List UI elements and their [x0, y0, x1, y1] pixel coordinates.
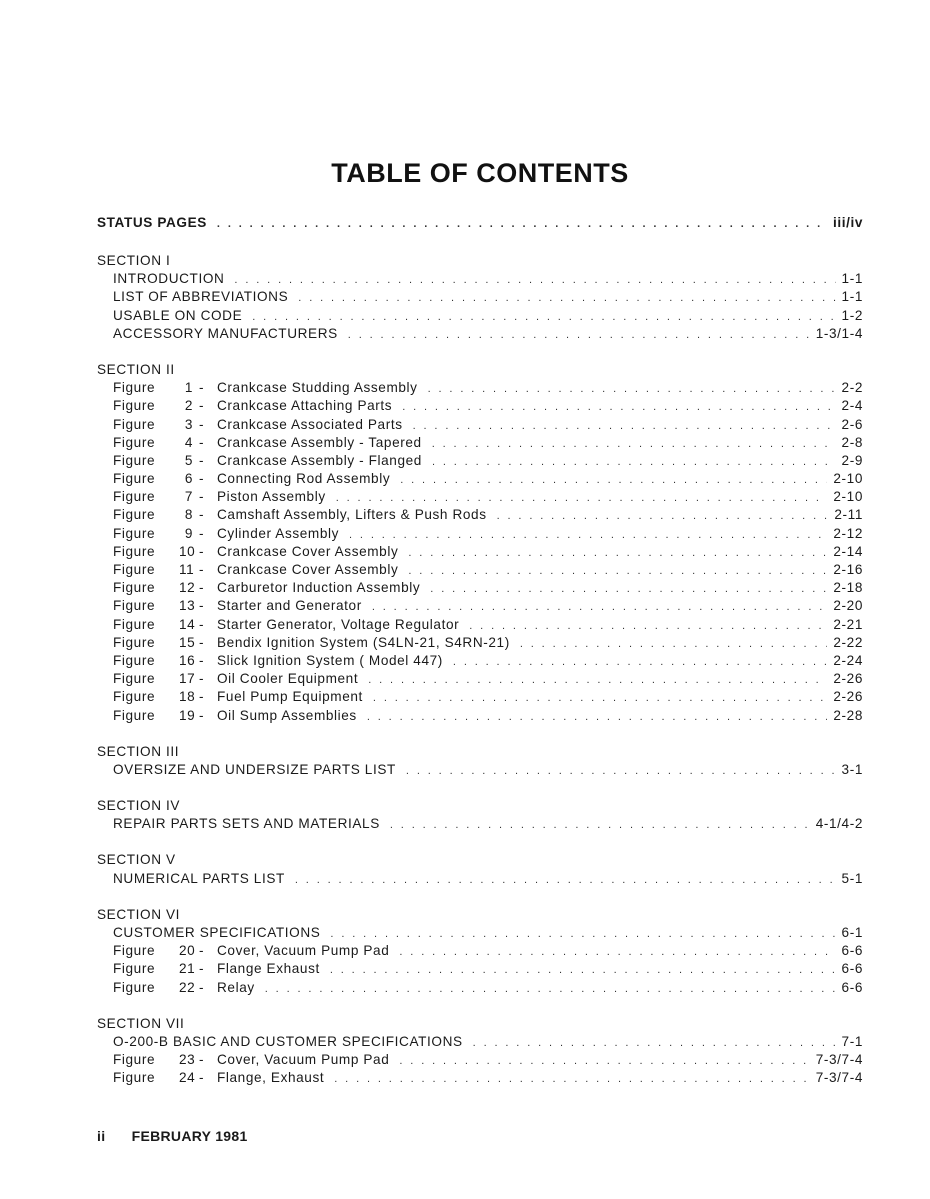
section-spacer — [97, 888, 863, 906]
toc-entry-page: 6-6 — [841, 943, 863, 959]
figure-number: 13 — [179, 598, 196, 614]
figure-word — [113, 525, 179, 543]
toc-figure-entry[interactable] — [97, 561, 863, 579]
toc-figure-entry[interactable] — [97, 688, 863, 706]
figure-word — [113, 1069, 179, 1087]
figure-word — [113, 670, 179, 688]
toc-entry-page: 2-20 — [833, 598, 863, 614]
dot-leader — [497, 507, 829, 525]
section-heading: SECTION III — [97, 743, 180, 759]
toc-entry-page: 1-2 — [841, 307, 863, 323]
separator-dash: - — [199, 580, 205, 596]
figure-word — [113, 960, 179, 978]
dot-leader — [265, 980, 836, 998]
separator-dash: - — [199, 416, 205, 432]
separator-dash: - — [199, 961, 205, 977]
figure-number: 11 — [179, 562, 195, 577]
dot-leader — [413, 417, 836, 435]
section-heading: SECTION II — [97, 361, 175, 377]
dot-leader — [453, 653, 827, 671]
toc-entry-page: 2-14 — [833, 543, 863, 559]
page-title: TABLE OF CONTENTS — [331, 158, 629, 188]
figure-label: Figure — [113, 471, 156, 487]
toc-entry-page: 2-6 — [841, 416, 863, 432]
figure-number: 20 — [179, 943, 196, 959]
figure-label: Figure — [113, 562, 156, 577]
section-heading: SECTION I — [97, 253, 171, 268]
toc-entry-label: Cover, Vacuum Pump Pad — [217, 1052, 390, 1068]
dot-leader — [295, 871, 836, 889]
toc-figure-entry[interactable] — [97, 670, 863, 688]
separator-dash: - — [199, 598, 205, 614]
dot-leader — [406, 762, 836, 780]
toc-entry-label: Starter Generator, Voltage Regulator — [217, 616, 460, 632]
toc-figure-entry[interactable] — [97, 543, 863, 561]
figure-word — [113, 561, 179, 579]
figure-word — [113, 979, 179, 997]
dot-leader — [330, 961, 836, 979]
figure-number: 2 — [184, 398, 193, 414]
section-heading: SECTION VII — [97, 1015, 185, 1031]
toc-entry[interactable] — [97, 325, 863, 343]
figure-number: 10 — [179, 543, 196, 559]
figure-number: 5 — [184, 452, 193, 468]
toc-entry-page: 2-26 — [833, 671, 863, 687]
toc-entry-label: Camshaft Assembly, Lifters & Push Rods — [217, 507, 487, 523]
figure-number: 4 — [184, 434, 193, 450]
separator-dash: - — [199, 525, 205, 541]
figure-word — [113, 470, 179, 488]
dot-leader — [400, 471, 827, 489]
section-heading: SECTION IV — [97, 798, 181, 814]
toc-entry-label: OVERSIZE AND UNDERSIZE PARTS LIST — [113, 761, 396, 777]
separator-dash: - — [199, 434, 205, 450]
figure-label: Figure — [113, 380, 156, 396]
toc-entry[interactable] — [97, 870, 863, 888]
toc-figure-entry[interactable] — [97, 652, 863, 670]
figure-label: Figure — [113, 598, 156, 614]
dot-leader — [428, 380, 836, 398]
section-spacer — [97, 833, 863, 851]
figure-number: 17 — [179, 671, 196, 687]
toc-entry-page: 2-10 — [833, 471, 863, 487]
section-spacer — [97, 779, 863, 797]
toc-entry-page: 6-6 — [841, 961, 863, 977]
toc-entry-page: 2-28 — [833, 707, 863, 723]
footer-date: FEBRUARY 1981 — [131, 1128, 248, 1144]
figure-word — [113, 579, 179, 597]
toc-entry[interactable] — [97, 924, 863, 942]
dot-leader — [348, 326, 810, 344]
toc-figure-entry[interactable] — [97, 488, 863, 506]
figure-number: 24 — [179, 1070, 196, 1086]
toc-entry-page: 1-3/1-4 — [815, 325, 863, 341]
toc-entry-label: Relay — [217, 979, 255, 995]
dot-leader — [399, 943, 835, 961]
dot-leader — [330, 925, 835, 943]
separator-dash: - — [199, 671, 205, 687]
toc-figure-entry[interactable] — [97, 707, 863, 725]
toc-entry[interactable] — [97, 288, 863, 306]
toc-entry-label: Flange, Exhaust — [217, 1070, 325, 1086]
dot-leader — [368, 671, 827, 689]
toc-entry-label: Crankcase Studding Assembly — [217, 380, 418, 396]
toc-entry-label: Crankcase Assembly - Flanged — [217, 452, 422, 468]
separator-dash: - — [199, 507, 205, 523]
toc-entry-page: 7-1 — [841, 1033, 863, 1049]
dot-leader — [336, 489, 828, 507]
toc-figure-entry[interactable] — [97, 960, 863, 978]
toc-entry-page: 7-3/7-4 — [815, 1070, 863, 1086]
figure-word — [113, 543, 179, 561]
toc-entry-page: 7-3/7-4 — [815, 1052, 863, 1068]
figure-word — [113, 1051, 179, 1069]
toc-entry-page: 2-16 — [833, 562, 863, 577]
toc-entry-label: Crankcase Cover Assembly — [217, 562, 399, 577]
figure-word — [113, 416, 179, 434]
toc-entry-label: ACCESSORY MANUFACTURERS — [113, 325, 338, 341]
separator-dash: - — [199, 707, 205, 723]
figure-number: 14 — [179, 616, 196, 632]
toc-entry-label: Slick Ignition System ( Model 447) — [217, 652, 443, 668]
toc-figure-entry[interactable] — [97, 597, 863, 615]
toc-entry-label: Cover, Vacuum Pump Pad — [217, 943, 390, 959]
toc-entry-page: 2-26 — [833, 689, 863, 705]
toc-figure-entry[interactable] — [97, 1051, 863, 1069]
figure-label: Figure — [113, 616, 156, 632]
toc-entry[interactable] — [97, 1033, 863, 1051]
figure-word — [113, 616, 179, 634]
section-spacer — [97, 343, 863, 361]
toc-entry-page: 6-6 — [841, 979, 863, 995]
toc-entry-label: Crankcase Attaching Parts — [217, 398, 393, 414]
figure-word — [113, 942, 179, 960]
toc-figure-entry[interactable] — [97, 979, 863, 997]
dot-leader — [252, 308, 835, 326]
figure-label: Figure — [113, 543, 156, 559]
figure-word — [113, 634, 179, 652]
figure-number: 15 — [179, 634, 196, 650]
dot-leader — [349, 526, 827, 544]
toc-figure-entry[interactable] — [97, 506, 863, 524]
page-footer — [97, 1128, 270, 1144]
dot-leader — [373, 689, 827, 707]
toc-entry-page: 2-4 — [841, 398, 863, 414]
dot-leader — [520, 635, 828, 653]
figure-number: 18 — [179, 689, 196, 705]
figure-label: Figure — [113, 634, 156, 650]
figure-label: Figure — [113, 671, 156, 687]
separator-dash: - — [199, 398, 205, 414]
toc-entry-page: 6-1 — [841, 925, 863, 940]
figure-label: Figure — [113, 707, 156, 723]
dot-leader — [234, 271, 835, 289]
figure-label: Figure — [113, 1070, 156, 1086]
toc-figure-entry[interactable] — [97, 579, 863, 597]
toc-entry-label: O-200-B BASIC AND CUSTOMER SPECIFICATIONS — [113, 1033, 463, 1049]
figure-label: Figure — [113, 398, 156, 414]
figure-word — [113, 379, 179, 397]
figure-word — [113, 652, 179, 670]
figure-word — [113, 397, 179, 415]
toc-entry-label: Fuel Pump Equipment — [217, 689, 363, 705]
toc-figure-entry[interactable] — [97, 470, 863, 488]
toc-entry-status-pages[interactable] — [97, 212, 863, 234]
table-of-contents — [97, 212, 863, 1088]
separator-dash: - — [199, 452, 205, 468]
toc-figure-entry[interactable] — [97, 379, 863, 397]
figure-number: 16 — [179, 652, 196, 668]
toc-figure-entry[interactable] — [97, 397, 863, 415]
separator-dash: - — [199, 380, 205, 396]
dot-leader — [367, 708, 828, 726]
figure-number: 8 — [184, 507, 193, 523]
dot-leader — [432, 435, 836, 453]
toc-entry-page: 1-1 — [841, 271, 863, 287]
toc-entry-page: 2-11 — [834, 507, 863, 523]
figure-label: Figure — [113, 580, 156, 596]
figure-label: Figure — [113, 434, 156, 450]
toc-entry[interactable] — [97, 761, 863, 779]
figure-number: 21 — [179, 961, 196, 977]
toc-entry-page: iii/iv — [832, 215, 863, 230]
toc-entry-label: Carburetor Induction Assembly — [217, 580, 421, 596]
toc-figure-entry[interactable] — [97, 616, 863, 634]
toc-entry-label: REPAIR PARTS SETS AND MATERIALS — [113, 816, 380, 832]
toc-figure-entry[interactable] — [97, 416, 863, 434]
figure-number: 12 — [179, 580, 196, 596]
toc-entry-page: 2-18 — [833, 580, 863, 596]
dot-leader — [432, 453, 836, 471]
separator-dash: - — [199, 616, 205, 632]
dot-leader — [334, 1070, 809, 1088]
separator-dash: - — [199, 943, 205, 959]
figure-label: Figure — [113, 689, 156, 705]
separator-dash: - — [199, 979, 205, 995]
dot-leader — [469, 617, 827, 635]
toc-entry-label: Crankcase Associated Parts — [217, 416, 403, 432]
toc-entry-page: 2-2 — [841, 380, 863, 396]
toc-entry-label: USABLE ON CODE — [113, 307, 243, 323]
section-spacer — [97, 234, 863, 252]
toc-figure-entry[interactable] — [97, 434, 863, 452]
toc-entry-page: 2-22 — [833, 634, 863, 650]
dot-leader — [408, 562, 827, 580]
toc-entry-label: Oil Sump Assemblies — [217, 707, 357, 723]
dot-leader — [217, 213, 827, 235]
figure-word — [113, 506, 179, 524]
figure-label: Figure — [113, 489, 156, 505]
figure-label: Figure — [113, 525, 156, 541]
figure-number: 6 — [184, 471, 193, 487]
figure-number: 19 — [179, 707, 196, 723]
figure-word — [113, 707, 179, 725]
section-spacer — [97, 725, 863, 743]
figure-word — [113, 597, 179, 615]
toc-entry-label: Connecting Rod Assembly — [217, 471, 391, 487]
toc-figure-entry[interactable] — [97, 1069, 863, 1087]
toc-entry-page: 2-12 — [833, 525, 863, 541]
figure-label: Figure — [113, 652, 156, 668]
toc-entry[interactable] — [97, 815, 863, 833]
toc-sections — [97, 234, 863, 1088]
dot-leader — [408, 544, 827, 562]
toc-entry-label: Bendix Ignition System (S4LN-21, S4RN-21) — [217, 634, 510, 650]
separator-dash: - — [199, 471, 205, 487]
figure-number: 3 — [184, 416, 193, 432]
toc-entry-page: 2-10 — [833, 489, 863, 505]
toc-entry-page: 3-1 — [841, 761, 863, 777]
toc-entry-page: 2-8 — [841, 434, 863, 450]
separator-dash: - — [199, 562, 205, 577]
section-spacer — [97, 997, 863, 1015]
dot-leader — [399, 1052, 809, 1070]
toc-figure-entry[interactable] — [97, 634, 863, 652]
figure-word — [113, 434, 179, 452]
toc-entry-label: Crankcase Assembly - Tapered — [217, 434, 422, 450]
toc-entry-label: CUSTOMER SPECIFICATIONS — [113, 925, 321, 940]
toc-entry-label: INTRODUCTION — [113, 271, 225, 287]
toc-entry-page: 2-21 — [833, 616, 863, 632]
separator-dash: - — [199, 1052, 205, 1068]
separator-dash: - — [199, 1070, 205, 1086]
dot-leader — [402, 398, 835, 416]
separator-dash: - — [199, 652, 205, 668]
figure-word — [113, 452, 179, 470]
figure-number: 1 — [184, 380, 193, 396]
section-heading: SECTION V — [97, 852, 176, 868]
separator-dash: - — [199, 634, 205, 650]
figure-number: 7 — [184, 489, 193, 505]
toc-entry-page: 2-24 — [833, 652, 863, 668]
figure-label: Figure — [113, 416, 156, 432]
figure-label: Figure — [113, 452, 156, 468]
toc-entry-label: Cylinder Assembly — [217, 525, 340, 541]
figure-label: Figure — [113, 943, 156, 959]
figure-label: Figure — [113, 979, 156, 995]
dot-leader — [372, 598, 828, 616]
figure-label: Figure — [113, 961, 156, 977]
toc-entry-page: 2-9 — [841, 452, 863, 468]
dot-leader — [430, 580, 827, 598]
toc-entry-label: NUMERICAL PARTS LIST — [113, 870, 285, 886]
figure-word — [113, 688, 179, 706]
separator-dash: - — [199, 689, 205, 705]
dot-leader — [298, 289, 835, 307]
toc-entry-label: Oil Cooler Equipment — [217, 671, 359, 687]
toc-entry-label: Starter and Generator — [217, 598, 362, 614]
toc-entry-label: STATUS PAGES — [97, 215, 207, 230]
toc-entry-page: 5-1 — [841, 870, 863, 886]
toc-entry[interactable] — [97, 307, 863, 325]
toc-entry-label: LIST OF ABBREVIATIONS — [113, 289, 289, 305]
toc-entry[interactable] — [97, 270, 863, 288]
toc-entry-page: 4-1/4-2 — [815, 816, 863, 832]
dot-leader — [390, 816, 810, 834]
footer-page-number: ii — [97, 1128, 106, 1144]
separator-dash: - — [199, 489, 205, 505]
figure-number: 9 — [184, 525, 193, 541]
toc-entry-label: Flange Exhaust — [217, 961, 320, 977]
figure-word — [113, 488, 179, 506]
separator-dash: - — [199, 543, 205, 559]
figure-label: Figure — [113, 507, 156, 523]
dot-leader — [473, 1034, 836, 1052]
toc-entry-page: 1-1 — [841, 289, 863, 305]
figure-number: 23 — [179, 1052, 196, 1068]
section-heading: SECTION VI — [97, 906, 181, 922]
toc-figure-entry[interactable] — [97, 942, 863, 960]
figure-label: Figure — [113, 1052, 156, 1068]
toc-entry-label: Crankcase Cover Assembly — [217, 543, 399, 559]
toc-entry-label: Piston Assembly — [217, 489, 326, 505]
toc-figure-entry[interactable] — [97, 452, 863, 470]
figure-number: 22 — [179, 979, 196, 995]
toc-figure-entry[interactable] — [97, 525, 863, 543]
